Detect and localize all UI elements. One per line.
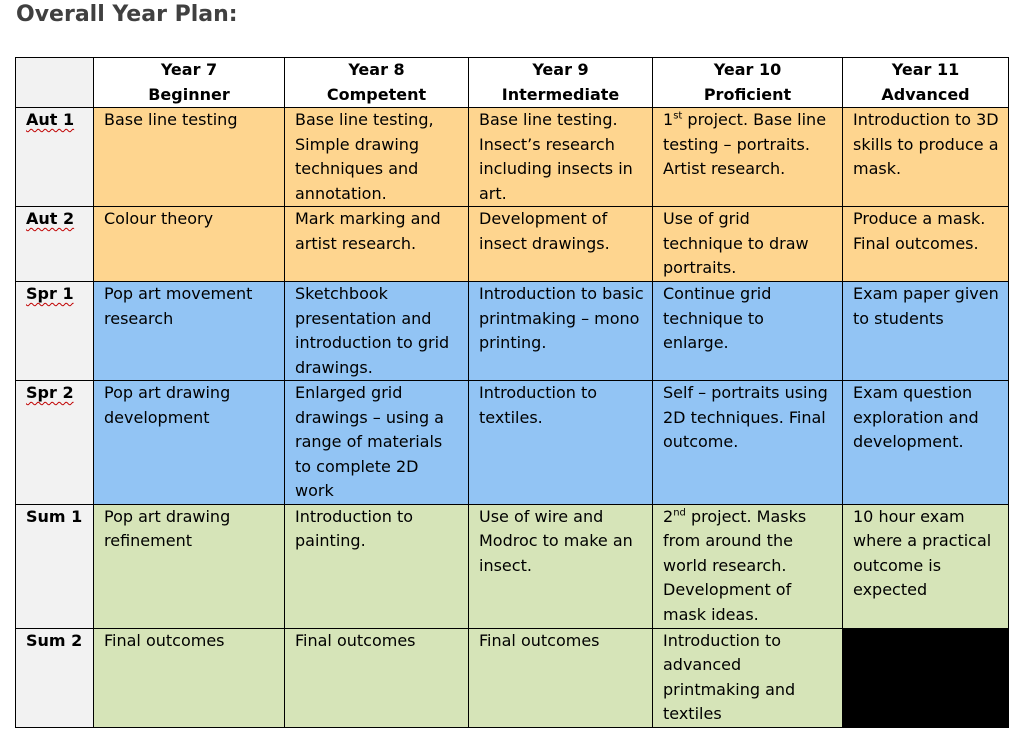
table-cell: Base line testing. Insect’s research including insects in art. [469, 108, 653, 207]
table-cell: Final outcomes [285, 628, 469, 727]
table-cell: Introduction to painting. [285, 504, 469, 628]
table-cell: Colour theory [94, 207, 285, 282]
row-label: Sum 1 [16, 504, 94, 628]
year-plan-table [15, 57, 1009, 728]
table-cell [653, 504, 843, 628]
blacked-out-cell [843, 628, 1009, 727]
table-cell: 10 hour exam where a practical outcome is expected [843, 504, 1009, 628]
cell-text-pre: 1 [663, 110, 674, 129]
table-cell: Base line testing [94, 108, 285, 207]
table-cell: Self – portraits using 2D techniques. Final outcome. [653, 381, 843, 505]
row-label [16, 282, 94, 381]
row-label [16, 381, 94, 505]
row-label-text: Spr 1 [26, 284, 74, 303]
cell-text-post: project. Masks from around the world research. Development of mask ideas. [663, 506, 807, 624]
table-row-spr2 [16, 381, 1009, 505]
table-cell: Continue grid technique to enlarge. [653, 282, 843, 381]
table-cell [653, 108, 843, 207]
table-cell: Mark marking and artist research. [285, 207, 469, 282]
column-header-year8 [285, 58, 469, 108]
table-cell: Introduction to advanced printmaking and textiles [653, 628, 843, 727]
row-label [16, 108, 94, 207]
table-row-aut2 [16, 207, 1009, 282]
year-label: Year 9 [532, 60, 589, 79]
cell-text-sup: nd [673, 507, 686, 519]
row-label: Sum 2 [16, 628, 94, 727]
table-cell: Introduction to textiles. [469, 381, 653, 505]
table-cell: Pop art drawing refinement [94, 504, 285, 628]
table-row-sum2 [16, 628, 1009, 727]
level-label: Proficient [703, 84, 792, 104]
table-row-aut1 [16, 108, 1009, 207]
corner-cell [16, 58, 94, 108]
cell-text-pre: 2 [663, 506, 674, 526]
page-title: Overall Year Plan: [16, 2, 238, 27]
row-label-text: Aut 2 [26, 209, 75, 228]
year-label: Year 10 [713, 60, 782, 79]
column-header-year10 [653, 58, 843, 108]
table-row-sum1 [16, 504, 1009, 628]
column-header-year7 [94, 58, 285, 108]
table-cell: Pop art drawing development [94, 381, 285, 505]
level-label: Competent [326, 84, 427, 104]
table-cell: Use of wire and Modroc to make an insect. [469, 504, 653, 628]
column-header-year11 [843, 58, 1009, 108]
year-label: Year 8 [348, 60, 405, 79]
row-label-text: Aut 1 [26, 110, 75, 129]
year-label: Year 7 [160, 60, 218, 79]
row-label [16, 207, 94, 282]
table-cell: Final outcomes [469, 628, 653, 727]
table-cell: Produce a mask. Final outcomes. [843, 207, 1009, 282]
table-cell: Final outcomes [94, 628, 285, 727]
row-label-text: Spr 2 [26, 383, 74, 402]
table-cell: Introduction to 3D skills to produce a mask. [843, 108, 1009, 207]
table-cell: Enlarged grid drawings – using a range of materials to complete 2D work [285, 381, 469, 505]
level-label: Intermediate [501, 84, 620, 104]
table-row-spr1 [16, 282, 1009, 381]
cell-text-post: project. Base line testing – portraits. Artist research. [663, 110, 827, 178]
level-label: Beginner [148, 84, 230, 104]
table-cell: Base line testing, Simple drawing techniques and annotation. [285, 108, 469, 207]
table-cell: Sketchbook presentation and introduction to grid drawings. [285, 282, 469, 381]
table-cell: Development of insect drawings. [469, 207, 653, 282]
table-cell: Pop art movement research [94, 282, 285, 381]
table-cell: Exam paper given to students [843, 282, 1009, 381]
header-row [16, 58, 1009, 108]
table-cell: Exam question exploration and development. [843, 381, 1009, 505]
cell-text-sup: st [673, 110, 683, 122]
level-label: Advanced [881, 84, 970, 104]
year-label: Year 11 [891, 60, 960, 79]
table-cell: Introduction to basic printmaking – mono printing. [469, 282, 653, 381]
table-cell: Use of grid technique to draw portraits. [653, 207, 843, 282]
column-header-year9 [469, 58, 653, 108]
